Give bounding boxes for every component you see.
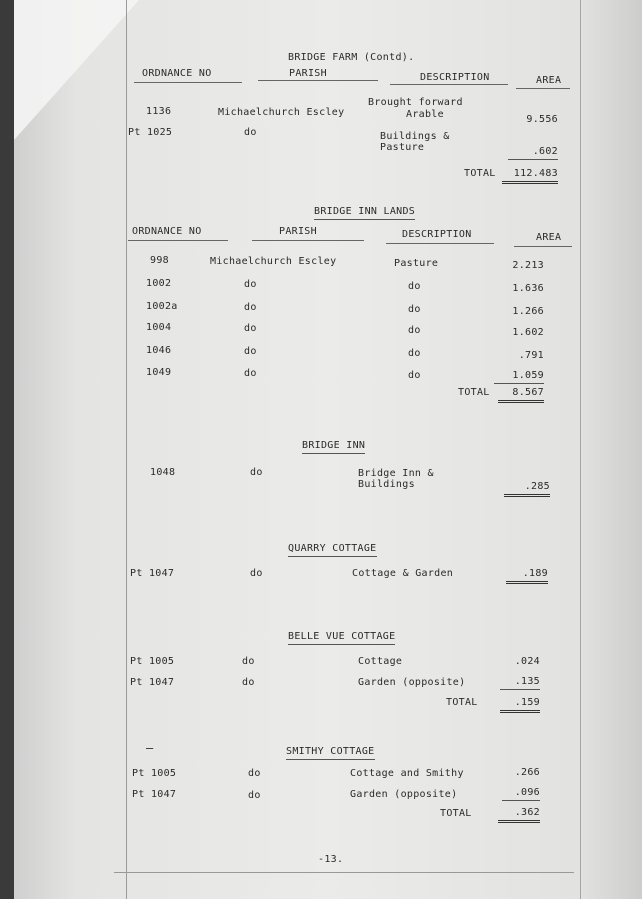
- header-description: DESCRIPTION: [420, 72, 490, 83]
- section-title-bridge-inn-lands: BRIDGE INN LANDS: [314, 206, 415, 220]
- total-label: TOTAL: [440, 808, 472, 819]
- table-row-area: .189: [506, 568, 548, 584]
- table-row-ordnance: Pt 1047: [130, 677, 175, 688]
- header-area: AREA: [536, 75, 562, 86]
- table-row-parish: do: [242, 656, 255, 667]
- table-row-area: 1.059: [494, 370, 544, 384]
- table-row-description: do: [408, 304, 421, 315]
- table-row-ordnance: Pt 1005: [132, 768, 177, 779]
- page-number: -13.: [318, 854, 344, 865]
- dash-mark: —: [146, 741, 154, 755]
- total-value: 8.567: [498, 387, 544, 403]
- header-area: AREA: [536, 232, 562, 243]
- table-row-ordnance: 1046: [146, 345, 172, 356]
- document-page: [14, 0, 642, 899]
- table-row-description: do: [408, 281, 421, 292]
- table-row-parish: do: [248, 790, 261, 801]
- total-value: .362: [498, 807, 540, 823]
- table-row-ordnance: 1002: [146, 278, 172, 289]
- table-row-parish: do: [244, 127, 257, 138]
- table-row-area: 1.602: [512, 327, 544, 338]
- table-row-parish: do: [244, 323, 257, 334]
- total-label: TOTAL: [446, 697, 478, 708]
- table-row-area: 1.636: [512, 283, 544, 294]
- left-margin-rule: [126, 0, 127, 899]
- header-description: DESCRIPTION: [402, 229, 472, 240]
- table-row-ordnance: Pt 1025: [128, 127, 173, 138]
- table-row-parish: do: [250, 568, 263, 579]
- table-row-ordnance: 998: [150, 255, 169, 266]
- table-row-parish: do: [244, 302, 257, 313]
- table-row-area: .135: [500, 676, 540, 690]
- table-row-area: .602: [508, 146, 558, 160]
- table-row-area: 2.213: [512, 260, 544, 271]
- table-row-parish: do: [244, 368, 257, 379]
- table-row-description: Bridge Inn &: [358, 468, 434, 479]
- table-row-ordnance: 1136: [146, 106, 172, 117]
- table-row-parish: Michaelchurch Escley: [210, 256, 337, 267]
- table-row-description: do: [408, 325, 421, 336]
- table-row-parish: do: [244, 346, 257, 357]
- header-parish: PARISH: [289, 68, 327, 79]
- table-row-parish: do: [250, 467, 263, 478]
- table-row-parish: do: [248, 768, 261, 779]
- footer-rule: [114, 872, 574, 873]
- section-title-bridge-inn: BRIDGE INN: [302, 440, 365, 454]
- table-row-area: .285: [504, 481, 550, 497]
- table-row-ordnance: 1049: [146, 367, 172, 378]
- table-row-description: Pasture: [380, 142, 425, 153]
- table-row-ordnance: 1004: [146, 322, 172, 333]
- table-row-description: do: [408, 348, 421, 359]
- total-value: .159: [500, 697, 540, 713]
- table-row-parish: do: [244, 279, 257, 290]
- table-row-area: 9.556: [526, 114, 558, 125]
- table-row-area: .266: [514, 767, 540, 778]
- table-row-description: Pasture: [394, 258, 439, 269]
- table-row-ordnance: Pt 1047: [132, 789, 177, 800]
- table-row-parish: Michaelchurch Escley: [218, 107, 345, 118]
- table-row-description: Cottage: [358, 656, 403, 667]
- right-margin-rule: [580, 0, 581, 899]
- table-row-description: Buildings &: [380, 131, 450, 142]
- section-title-belle-vue-cottage: BELLE VUE COTTAGE: [288, 631, 395, 645]
- header-ordnance: ORDNANCE NO: [132, 226, 202, 237]
- table-row-description: Buildings: [358, 479, 415, 490]
- table-row-area: .096: [502, 787, 540, 801]
- table-row-description: Cottage & Garden: [352, 568, 454, 579]
- table-row-description: Brought forward: [368, 97, 463, 108]
- table-row-description: Cottage and Smithy: [350, 768, 464, 779]
- section-title-smithy-cottage: SMITHY COTTAGE: [286, 746, 375, 760]
- table-row-area: .024: [514, 656, 540, 667]
- table-row-ordnance: 1048: [150, 467, 176, 478]
- header-parish: PARISH: [279, 226, 317, 237]
- table-row-ordnance: Pt 1047: [130, 568, 175, 579]
- table-row-description: Garden (opposite): [358, 677, 466, 688]
- section-title-quarry-cottage: QUARRY COTTAGE: [288, 543, 377, 557]
- table-row-area: .791: [518, 350, 544, 361]
- table-row-parish: do: [242, 677, 255, 688]
- table-row-description: Arable: [406, 109, 444, 120]
- table-row-area: 1.266: [512, 306, 544, 317]
- table-row-ordnance: 1002a: [146, 301, 178, 312]
- total-label: TOTAL: [464, 168, 496, 179]
- section-title-bridge-farm: BRIDGE FARM (Contd).: [288, 52, 415, 63]
- table-row-description: do: [408, 370, 421, 381]
- total-label: TOTAL: [458, 387, 490, 398]
- table-row-description: Garden (opposite): [350, 789, 458, 800]
- total-value: 112.483: [502, 168, 558, 184]
- light-glare: [14, 0, 139, 140]
- table-row-ordnance: Pt 1005: [130, 656, 175, 667]
- header-ordnance: ORDNANCE NO: [142, 68, 212, 79]
